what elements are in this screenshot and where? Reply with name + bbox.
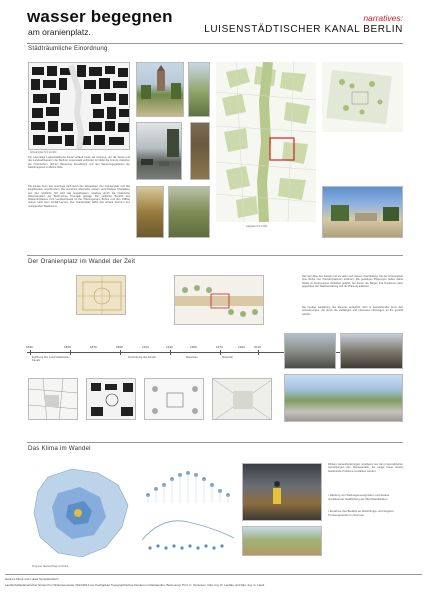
timeline-tick bbox=[120, 350, 121, 355]
historic-plan-2 bbox=[174, 275, 264, 325]
lageplan-detail bbox=[322, 62, 403, 132]
photo-protest-2 bbox=[340, 333, 403, 369]
bullet-icon: • bbox=[328, 493, 330, 497]
historic-map-1 bbox=[28, 378, 78, 420]
timeline-year: 1850 bbox=[64, 345, 71, 349]
photo-church-square bbox=[136, 62, 184, 117]
photo-dry-park bbox=[242, 526, 322, 556]
project-title: LUISENSTÄDTISCHER KANAL BERLIN bbox=[204, 24, 403, 35]
context-paragraph-1: Der ehemalige Luisenstädtische Kanal verläuft heute als Grünzug, der die Spree und den Landwehrkanal in der Berliner Luisenstadt verbindet. Er bildet die Grenze zwischen der historischen, dichten Bebauung Kreuzbergs und den Sanierungsgebieten der Nachkriegszeit im Bezirk Mitte. bbox=[28, 156, 130, 169]
timeline-tick bbox=[30, 350, 31, 355]
footer-authors: Hannes Munk und Lukas Spreidersbach bbox=[5, 577, 59, 581]
climate-diagram-2 bbox=[142, 510, 234, 556]
climate-paragraph: Weitere Herausforderungen resultieren aus den prognostizierten Auswirkungen des Klimawandels, die einige heute bereits bestehende Probleme verstärken werden: bbox=[328, 463, 403, 473]
photo-green-path bbox=[168, 186, 210, 238]
section-heading-climate: Das Klima im Wandel bbox=[28, 445, 91, 452]
section-heading-history: Der Oranienplatz im Wandel der Zeit bbox=[28, 258, 136, 265]
section-heading-context: Städträumliche Einordnung bbox=[28, 45, 108, 52]
lageplan-caption: Lageplan M 1:5.000 bbox=[246, 225, 268, 228]
schwarzplan-caption: Schwarzplan M 1:10.000 bbox=[30, 151, 57, 154]
climate-bullet-1-text: Häufung von Starkregenereignissen und daraus resultierende Gefährdung der Mischkanalisation bbox=[328, 493, 390, 501]
section-divider bbox=[27, 43, 403, 44]
schwarzplan-figure-ground bbox=[28, 62, 130, 150]
photo-autumn-park bbox=[190, 122, 210, 180]
timeline-year: 1910 bbox=[142, 345, 149, 349]
lageplan-site-plan bbox=[216, 62, 316, 222]
timeline-tick bbox=[220, 350, 221, 355]
photo-street bbox=[136, 122, 182, 180]
climate-map-caption: Prognose Niederschlag und Klima bbox=[32, 565, 69, 568]
climate-map bbox=[28, 463, 136, 563]
historic-map-2 bbox=[86, 378, 136, 420]
timeline-event: Zuschüttung des Kanals bbox=[128, 356, 156, 359]
photo-protest-1 bbox=[284, 333, 336, 369]
timeline-tick bbox=[258, 350, 259, 355]
timeline-year: 1950 bbox=[190, 345, 197, 349]
historic-map-4 bbox=[212, 378, 272, 420]
history-paragraph-2: Die heutige Gestaltung des Raumes entspricht nicht in ausreichender Form den Anforderungen, die durch die vielfältigen und intensiven Nutzungen an ihn gestellt werden. bbox=[302, 306, 403, 316]
timeline-year: 1930 bbox=[166, 345, 173, 349]
timeline-year: 2010 bbox=[254, 345, 261, 349]
historic-plan-1 bbox=[76, 275, 126, 315]
photo-tree-lined-path bbox=[188, 62, 210, 117]
narratives-label: narratives: bbox=[363, 13, 403, 23]
timeline-event: Eröffnung des Luisenstädtischen Kanals bbox=[32, 356, 70, 362]
context-paragraph-2: Die lineare Form des Grünzugs wird durch den Wasserlauf, den Oranienplatz und das Engelbecken unterbrochen. Die einzelnen Abschnitte weisen verschiedene Charaktere auf. Der nördliche Teil wird das Engelbecken, welches durch die historische Rekonstruktion der Berlin'schen Thematik geprägt. Der südlichen Bereich des Wassertorplatzes zum Landwehrkanal ist der Planungsraum Bühne und den 1980er Jahren nach dem Verfall Lennes. Der Oranienplatz bildet das urbane Zentrum des umliegenden Stadtraums. bbox=[28, 185, 130, 208]
section-divider bbox=[27, 442, 403, 443]
bullet-icon: • bbox=[328, 509, 330, 513]
footer-credits: Landschaftsplanerischer Entwurf im Wintersemester 2012/2013 am Fachgebiet Topographisches Denken und Entwerfen; Betreuung: Prof. C. Sörensen, Dipl.-Ing. R. Liedtke und Dipl.-Ing. G. Heck bbox=[5, 583, 265, 587]
climate-diagram-1 bbox=[142, 465, 234, 505]
photo-plaza-today bbox=[284, 374, 403, 422]
timeline-year: 1890 bbox=[116, 345, 123, 349]
historic-map-3 bbox=[144, 378, 204, 420]
climate-bullet-1 bbox=[328, 494, 403, 501]
timeline-year: 1870 bbox=[90, 345, 97, 349]
timeline-event: Mauerfall bbox=[222, 356, 233, 359]
footer-divider bbox=[5, 574, 422, 575]
poster-title: wasser begegnen bbox=[27, 7, 173, 26]
poster-subtitle: am oranienplatz. bbox=[28, 27, 91, 37]
history-paragraph-1: Seit dem Bau des Kanals und vor allem seit dessen Zuschüttung, hat der Oranienplatz eine Reihe von Transformationen erfahren. Die jeweiligen Planungen haben dabei häufig zu kontroversen Debatten geführt, bei denen die Bürger ihre Positionen aktiv gegenüber der Stadtverwaltung und der Planung äußerten. bbox=[302, 275, 403, 288]
section-divider bbox=[27, 255, 403, 256]
timeline-year: 1970 bbox=[216, 345, 223, 349]
photo-oranienplatz bbox=[322, 186, 403, 238]
timeline-year: 1990 bbox=[238, 345, 245, 349]
timeline-tick bbox=[170, 350, 171, 355]
timeline-event: Mauerbau bbox=[186, 356, 198, 359]
climate-bullet-2-text: Zunahme des Bedarfs an Abkühlungs- und längerer Trockenperioden im Sommer bbox=[328, 509, 394, 517]
timeline-year: 1830 bbox=[26, 345, 33, 349]
climate-bullet-2 bbox=[328, 510, 403, 517]
photo-heavy-rain bbox=[242, 463, 322, 521]
photo-autumn-trees bbox=[136, 186, 164, 238]
timeline-tick bbox=[70, 350, 71, 355]
